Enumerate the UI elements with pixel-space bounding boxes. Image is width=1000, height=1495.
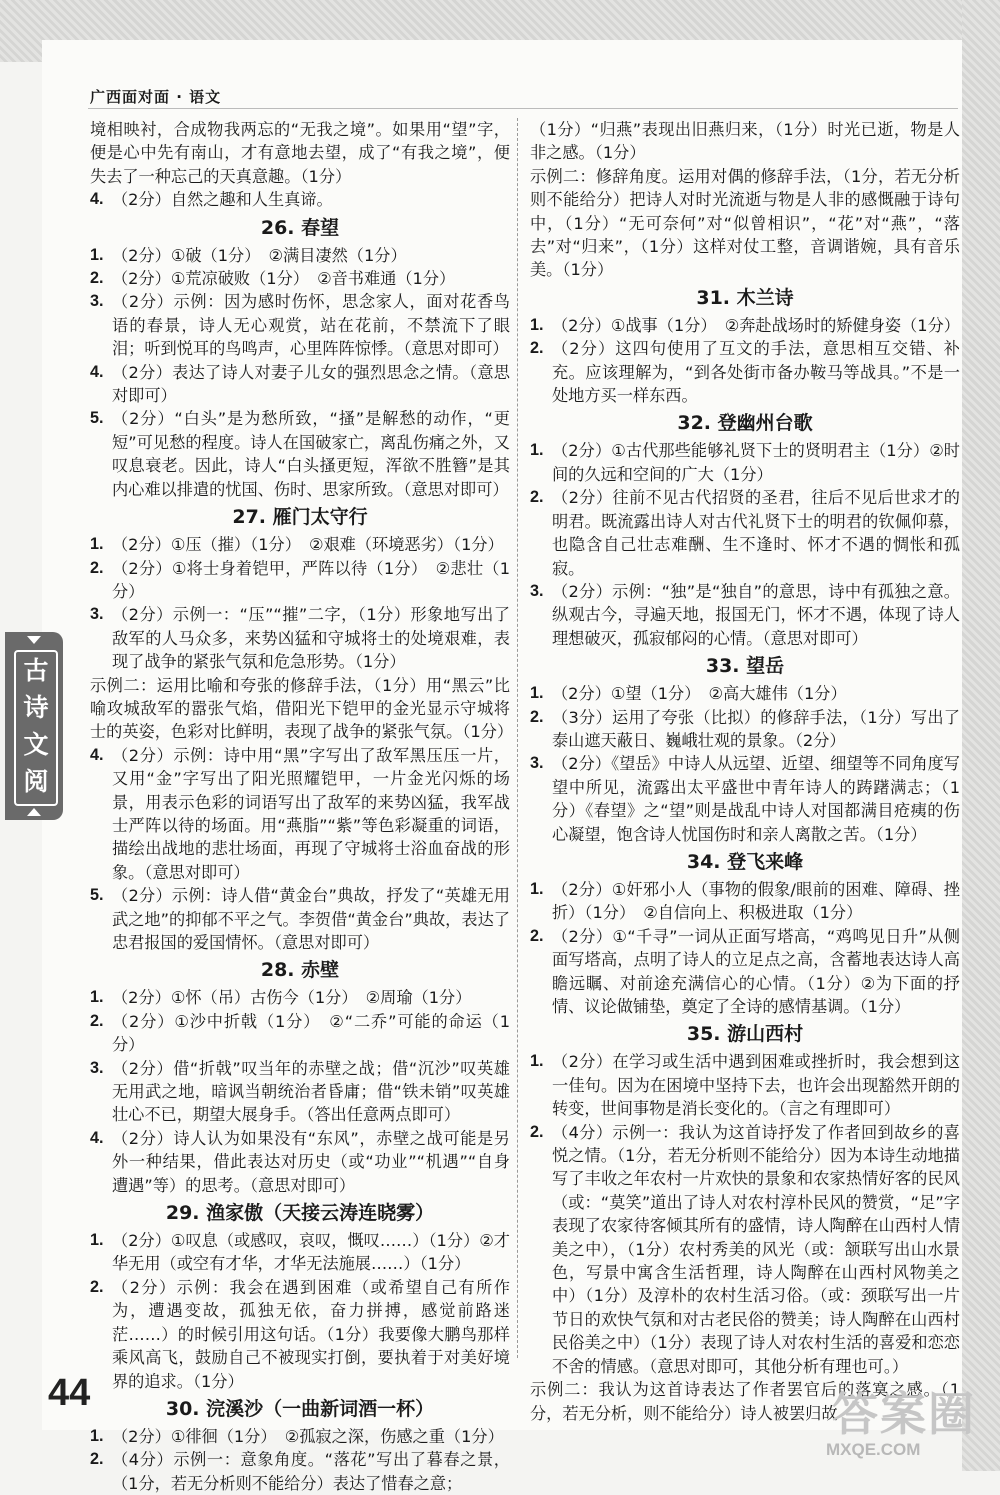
watermark-logo: [832, 1378, 976, 1444]
answer-number: 1.: [530, 315, 544, 334]
answer-text: （2分）①徘徊（1分） ②孤寂之深，伤感之重（1分）: [112, 1426, 504, 1446]
answer-paragraph: （1分）“归燕”表现出旧燕归来，（1分）时光已逝，物是人非之感。（1分）: [530, 120, 960, 163]
section-title: 30. 浣溪沙（一曲新词酒一杯）: [165, 1397, 435, 1420]
answer-paragraph: 示例二：运用比喻和夸张的修辞手法，（1分）用“黑云”比喻攻城敌军的嚣张气焰，借阳光下铠甲的金光显示守城将士的英姿，色彩对比鲜明，表现了战争的紧张气氛。（1分）: [90, 675, 514, 742]
section-title: 35. 游山西村: [686, 1023, 804, 1046]
answer-number: 1.: [530, 441, 544, 460]
answer-item: [530, 925, 960, 1019]
answer-number: 1.: [90, 1231, 104, 1250]
answer-number: 4.: [90, 745, 104, 764]
answer-text: （2分）诗人认为如果没有“东风”，赤壁之战可能是另外一种结果，借此表达对历史（或“功业”“机遇”“自身遭遇”等）的思考。（意思对即可）: [112, 1128, 510, 1195]
answer-text: （2分）示例：我会在遇到困难（或希望自己有所作为，遭遇变故，孤独无依，奋力拼搏，感觉前路迷茫……）的时候引用这句话。（1分）我要像大鹏鸟那样乘风高飞，鼓励自己不被现实打倒，要执着于对美好境界的追求。（1分）: [112, 1277, 510, 1391]
answer-number: 3.: [530, 754, 544, 773]
answer-item: [90, 533, 510, 556]
answer-item: [530, 1050, 960, 1120]
answer-text: （2分）①奸邪小人（事物的假象/眼前的困难、障碍、挫折）（1分） ②自信向上、积极进取（1分）: [552, 879, 960, 923]
answer-number: 2.: [90, 1277, 104, 1296]
answer-number: 2.: [90, 269, 104, 288]
answer-text: （2分）①古代那些能够礼贤下士的贤明君主（1分）②时间的久远和空间的广大（1分）: [552, 441, 960, 484]
answer-item: [90, 290, 510, 360]
answer-text: （2分）示例：因为感时伤怀，思念家人，面对花香鸟语的春景，诗人无心观赏，站在花前，不禁流下了眼泪；听到悦耳的鸟鸣声，心里阵阵惊悸。（意思对即可）: [112, 292, 510, 359]
answer-number: 2.: [90, 1011, 104, 1030]
answer-item: [530, 682, 960, 705]
answer-number: 5.: [90, 409, 104, 428]
answer-text: （2分）①望（1分） ②高大雄伟（1分）: [552, 684, 847, 704]
section-title: 32. 登幽州台歌: [677, 412, 813, 435]
answer-text: （2分）“白头”是为愁所致，“搔”是解愁的动作，“更短”可见愁的程度。诗人在国破家亡，离乱伤痛之外，又叹息衰老。因此，诗人“白头搔更短，浑欲不胜簪”是其内心难以排遣的忧国、伤时、思家所致。（意思对即可）: [112, 409, 510, 499]
answer-paragraph: 示例二：修辞角度。运用对偶的修辞手法，（1分，若无分析则不能给分）把诗人对时光流逝与物是人非的感慨融于诗句中，（1分）“无可奈何”对“似曾相识”，“花”对“燕”，“落去”对“归来”，（1分）这样对仗工整，音调谐婉，具有音乐美。（1分）: [530, 166, 960, 280]
answer-item: [530, 580, 960, 650]
answer-text: （2分）①怀（吊）古伤今（1分） ②周瑜（1分）: [112, 988, 472, 1008]
column-divider: [517, 118, 518, 1358]
answer-number: 3.: [90, 1058, 104, 1077]
section-side-tab-label: [14, 650, 58, 806]
answer-item: [90, 1057, 510, 1127]
answer-number: 1.: [90, 535, 104, 554]
section-title: 29. 渔家傲（天接云涛连晓雾）: [165, 1202, 435, 1225]
answer-text: （2分）自然之趣和人生真谛。: [112, 190, 333, 210]
side-tab-char: 古: [23, 656, 49, 685]
section-title: 26. 春望: [260, 216, 340, 239]
left-column: [90, 118, 514, 1495]
answer-number: 5.: [90, 886, 104, 905]
answer-number: 4.: [90, 1128, 104, 1147]
section-title: 34. 登飞来峰: [686, 850, 804, 873]
answer-number: 3.: [90, 605, 104, 624]
answer-text: （2分）①将士身着铠甲，严阵以待（1分） ②悲壮（1分）: [112, 558, 510, 601]
answer-item: [90, 884, 510, 954]
answer-item: [530, 752, 960, 846]
answer-text: （2分）在学习或生活中遇到困难或挫折时，我会想到这一佳句。因为在困境中坚持下去，也许会出现豁然开朗的转变，世间事物是消长变化的。（言之有理即可）: [552, 1052, 960, 1119]
watermark-url: MXQE.COM: [826, 1440, 921, 1459]
answer-text: （2分）示例：诗中用“黑”字写出了敌军黑压压一片，又用“金”字写出了阳光照耀铠甲，一片金光闪烁的场景，用表示色彩的词语写出了敌军的来势凶猛，我军战士严阵以待的场面。用“燕脂”“紫”等色彩凝重的词语，描绘出战地的悲壮场面，再现了守城将士浴血奋战的形象。（意思对即可）: [112, 745, 510, 882]
answer-number: 1.: [530, 684, 544, 703]
side-tab-char: 文: [23, 730, 49, 759]
answer-number: 2.: [90, 558, 104, 577]
answer-item: [90, 603, 510, 673]
answer-item: [90, 244, 510, 267]
answer-item: [90, 1448, 510, 1495]
answer-number: 2.: [530, 1122, 544, 1141]
answer-item: [530, 486, 960, 580]
answer-item: [90, 986, 510, 1009]
answer-item: [90, 557, 510, 604]
section-title: 33. 望岳: [705, 655, 785, 678]
answer-item: [90, 1425, 510, 1448]
answer-text: （2分）①沙中折戟（1分） ②“二乔”可能的命运（1分）: [112, 1011, 510, 1055]
answer-item: [90, 188, 510, 211]
answer-text: （2分）这四句使用了互文的手法，意思相互交错、补充。应该理解为，“到各处街市备办鞍马等战具。”不是一处地方买一样东西。: [552, 339, 960, 406]
answer-item: [90, 1229, 510, 1276]
running-header: 广西面对面 · 语文: [90, 88, 222, 106]
answer-text: （2分）示例一：“压”“摧”二字，（1分）形象地写出了敌军的人马众多，来势凶猛和守城将士的处境艰难，表现了战争的紧张气氛和危急形势。（1分）: [112, 605, 510, 672]
right-column: [530, 118, 960, 1425]
answer-number: 1.: [530, 1052, 544, 1071]
triangle-down-icon: [27, 636, 41, 644]
section-title: 27. 雁门太守行: [232, 506, 368, 529]
answer-number: 4.: [90, 362, 104, 381]
answer-item: [90, 1010, 510, 1057]
answer-item: [90, 407, 510, 501]
answer-text: （2分）往前不见古代招贤的圣君，往后不见后世求才的明君。既流露出诗人对古代礼贤下士的明君的钦佩仰慕，也隐含自己壮志难酬、生不逢时、怀才不遇的惆怅和孤寂。: [552, 488, 960, 578]
answer-item: [530, 337, 960, 407]
answer-number: 1.: [90, 988, 104, 1007]
answer-text: （2分）①战事（1分） ②奔赴战场时的矫健身姿（1分）: [552, 315, 960, 335]
answer-text: （4分）示例一：意象角度。“落花”写出了暮春之景，（1分，若无分析则不能给分）表达了惜春之意；: [112, 1450, 510, 1493]
answer-text: （2分）示例：“独”是“独自”的意思，诗中有孤独之意。纵观古今，寻遍天地，报国无门，怀才不遇，体现了诗人理想破灭，孤寂郁闷的心情。（意思对即可）: [552, 581, 960, 648]
answer-paragraph: 示例二：我认为这首诗表达了作者罢官后的落寞之感。（1分，若无分析，则不能给分）诗人被罢归故: [530, 1380, 960, 1423]
answer-number: 1.: [90, 245, 104, 264]
watermark-logo-text: 答案圈: [832, 1387, 976, 1441]
answer-number: 2.: [530, 339, 544, 358]
page-number: 44: [48, 1372, 91, 1414]
answer-item: [90, 361, 510, 408]
header-rule: [88, 108, 958, 109]
section-title: 28. 赤壁: [260, 959, 340, 982]
answer-text: （2分）①“千寻”一词从正面写塔高，“鸡鸣见日升”从侧面写塔高，点明了诗人的立足点之高，含蓄地表达诗人高瞻远瞩、对前途充满信心的心情。（1分）②为下面的抒情、议论做铺垫，奠定了全诗的感情基调。（1分）: [552, 926, 960, 1016]
answer-item: [530, 314, 960, 337]
answer-number: 1.: [90, 1426, 104, 1445]
answer-item: [530, 706, 960, 753]
answer-item: [90, 744, 510, 884]
triangle-up-icon: [27, 808, 41, 816]
answer-item: [530, 439, 960, 486]
answer-text: （2分）示例：诗人借“黄金台”典故，抒发了“英雄无用武之地”的抑郁不平之气。李贺借“黄金台”典故，表达了忠君报国的爱国情怀。（意思对即可）: [112, 886, 510, 952]
answer-text: （2分）《望岳》中诗人从远望、近望、细望等不同角度写望中所见，流露出太平盛世中青年诗人的踌躇满志；（1分）《春望》之“望”则是战乱中诗人对国都满目疮痍的伤心凝望，饱含诗人忧国伤时和亲人离散之苦。（1分）: [552, 754, 960, 844]
answer-item: [90, 1276, 510, 1393]
answer-text: （4分）示例一：我认为这首诗抒发了作者回到故乡的喜悦之情。（1分，若无分析则不能给分）因为本诗生动地描写了丰收之年农村一片欢快的景象和农家热情好客的民风（或：“莫笑”道出了诗人对农村淳朴民风的赞赏，“足”字表现了农家待客倾其所有的盛情，诗人陶醉在山西村人情美之中），（1分）农村秀美的风光（或：颔联写出山水景色，写景中寓含生活哲理，诗人陶醉在山西村风物美之中）（1分）及淳朴的农村生活习俗。（或：颈联写出一片节日的欢快气氛和对古老民俗的赞美；诗人陶醉在山西村民俗美之中）（1分）表现了诗人对农村生活的喜爱和恋恋不舍的情感。（意思对即可，其他分析有理也可。）: [552, 1122, 960, 1376]
answer-text: （2分）①叹息（或感叹，哀叹，慨叹……）（1分）②才华无用（或空有才华，才华无法施展……）（1分）: [112, 1231, 510, 1274]
answer-number: 3.: [530, 581, 544, 600]
answer-text: （2分）借“折戟”叹当年的赤壁之战；借“沉沙”叹英雄无用武之地，暗讽当朝统治者昏庸；借“铁未销”叹英雄壮心不已，期望大展身手。（答出任意两点即可）: [112, 1058, 510, 1125]
answer-number: 4.: [90, 190, 104, 209]
section-title: 31. 木兰诗: [696, 286, 794, 309]
answer-item: [530, 1121, 960, 1378]
answer-paragraph: 境相映衬，合成物我两忘的“无我之境”。如果用“望”字，便是心中先有南山，才有意地去望，成了“有我之境”，便失去了一种忘己的天真意趣。（1分）: [90, 120, 510, 186]
side-tab-char: 阅: [23, 767, 49, 796]
side-tab-char: 诗: [23, 693, 49, 722]
answer-text: （2分）表达了诗人对妻子儿女的强烈思念之情。（意思对即可）: [112, 362, 510, 406]
answer-text: （2分）①荒凉破败（1分） ②音书难通（1分）: [112, 269, 456, 289]
answer-number: 2.: [90, 1450, 104, 1469]
answer-item: [90, 267, 510, 290]
answer-text: （2分）①破（1分） ②满目凄然（1分）: [112, 245, 407, 265]
answer-number: 2.: [530, 707, 544, 726]
answer-text: （2分）①压（摧）（1分） ②艰难（环境恶劣）（1分）: [112, 535, 504, 555]
answer-number: 2.: [530, 926, 544, 945]
answer-item: [90, 1127, 510, 1197]
scan-right-border: [962, 0, 1000, 1471]
answer-number: 3.: [90, 292, 104, 311]
answer-number: 2.: [530, 488, 544, 507]
section-side-tab: [5, 632, 63, 820]
answer-text: （3分）运用了夸张（比拟）的修辞手法，（1分）写出了泰山遮天蔽日、巍峨壮观的景象。（2分）: [552, 707, 960, 750]
answer-number: 1.: [530, 879, 544, 898]
answer-item: [530, 878, 960, 925]
